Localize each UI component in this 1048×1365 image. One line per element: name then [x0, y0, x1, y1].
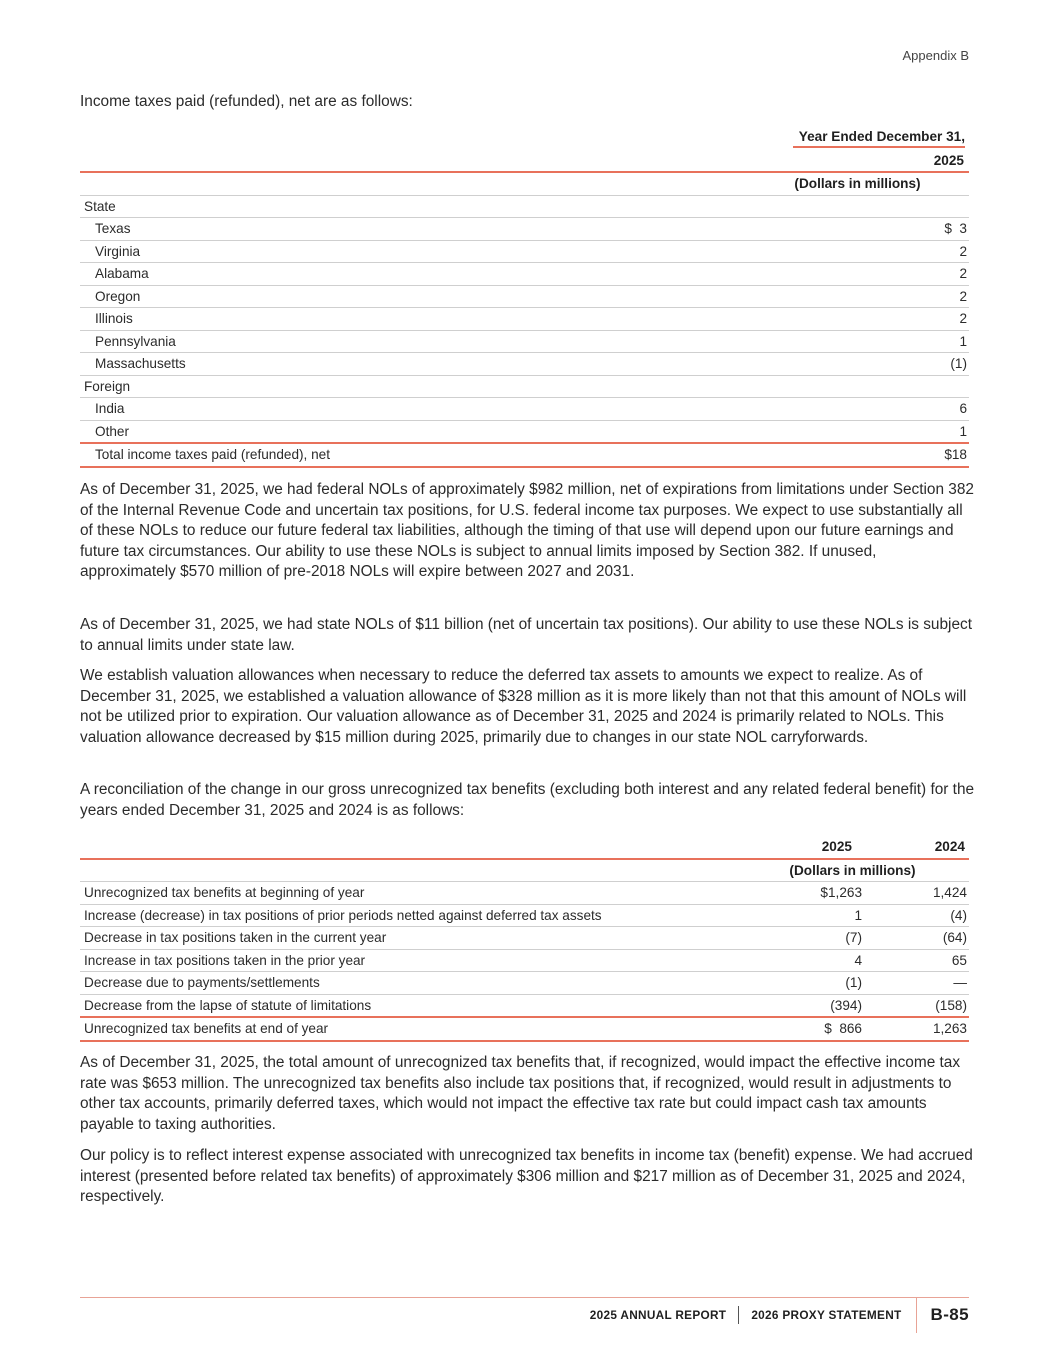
units-label: (Dollars in millions) — [774, 172, 969, 195]
row-label: Decrease due to payments/settlements — [80, 972, 774, 995]
page-number: B-85 — [930, 1305, 969, 1324]
row-label: Decrease in tax positions taken in the current year — [80, 927, 774, 950]
value-2024: (4) — [864, 904, 969, 927]
table-row — [80, 330, 969, 353]
footer-annual-report: 2025 ANNUAL REPORT — [589, 1308, 727, 1322]
row-value: 2 — [774, 240, 969, 263]
row-label: Foreign — [80, 375, 774, 398]
row-value: $ 3 — [774, 218, 969, 241]
page-footer — [590, 1297, 969, 1333]
row-label: Total income taxes paid (refunded), net — [80, 443, 774, 467]
value-2025: 4 — [774, 949, 864, 972]
row-label: Massachusetts — [80, 353, 774, 376]
table-row — [80, 218, 969, 241]
income-taxes-paid-table — [80, 128, 969, 468]
total-row — [80, 443, 969, 467]
state-nol-paragraph: As of December 31, 2025, we had state NOLs of $11 billion (net of uncertain tax positions). Our ability to use these NOLs is subject to annual limits under state law. — [80, 616, 972, 654]
appendix-label: Appendix B — [902, 48, 969, 63]
row-label: Texas — [80, 218, 774, 241]
value-2024: (158) — [864, 994, 969, 1017]
table-header-row — [80, 836, 969, 859]
value-2024: — — [864, 972, 969, 995]
row-label: Increase in tax positions taken in the prior year — [80, 949, 774, 972]
reconciliation-paragraph: A reconciliation of the change in our gross unrecognized tax benefits (excluding both interest and any related federal benefit) for the years ended December 31, 2025 and 2024 is as follows: — [80, 781, 975, 819]
units-row — [80, 172, 969, 195]
table-row — [80, 882, 969, 905]
table-header-row — [80, 128, 969, 150]
value-2025: $1,263 — [774, 882, 864, 905]
row-value: 2 — [774, 285, 969, 308]
table-row — [80, 904, 969, 927]
row-label: Decrease from the lapse of statute of limitations — [80, 994, 774, 1017]
table-row — [80, 949, 969, 972]
group-row — [80, 195, 969, 218]
table-row — [80, 972, 969, 995]
unrecognized-benefits-paragraph: As of December 31, 2025, the total amount of unrecognized tax benefits that, if recognized, would impact the effective income tax rate was $653 million. The unrecognized tax benefits also include tax positions that, if recognized, would result in adjustments to other tax accounts, primarily deferred taxes, which would not impact the effective tax rate but could impact cash tax amounts payable to taxing authorities. — [80, 1054, 961, 1133]
year-header: 2025 — [774, 150, 969, 173]
row-label: Unrecognized tax benefits at beginning of year — [80, 882, 774, 905]
row-label: India — [80, 398, 774, 421]
row-value: 6 — [774, 398, 969, 421]
row-value: 2 — [774, 308, 969, 331]
table-row — [80, 285, 969, 308]
interest-policy-paragraph: Our policy is to reflect interest expense associated with unrecognized tax benefits in income tax (benefit) expense. We had accrued interest (presented before related tax benefits) of approximately $306 million and $217 million as of December 31, 2025 and 2024, respectively. — [80, 1147, 973, 1206]
column-header-2025: 2025 — [774, 836, 864, 859]
federal-nol-paragraph: As of December 31, 2025, we had federal NOLs of approximately $982 million, net of expirations from limitations under Section 382 of the Internal Revenue Code and uncertain tax positions, for U.S. federal income tax purposes. We expect to use substantially all of these NOLs to reduce our future federal tax liabilities, although the timing of that use will depend upon our future earnings and future tax circumstances. Our ability to use these NOLs is subject to annual limits imposed by Section 382. If unused, approximately $570 million of pre-2018 NOLs will expire between 2027 and 2031. — [80, 481, 974, 581]
total-row — [80, 1017, 969, 1041]
table-header-row — [80, 150, 969, 173]
unrecognized-tax-benefits-table — [80, 836, 969, 1042]
value-2025: (7) — [774, 927, 864, 950]
row-label: Virginia — [80, 240, 774, 263]
row-value — [774, 375, 969, 398]
group-row — [80, 375, 969, 398]
row-value: 2 — [774, 263, 969, 286]
table-row — [80, 994, 969, 1017]
row-label: State — [80, 195, 774, 218]
units-row — [80, 859, 969, 882]
row-label: Other — [80, 420, 774, 443]
footer-separator — [916, 1297, 917, 1333]
table-row — [80, 308, 969, 331]
row-label: Pennsylvania — [80, 330, 774, 353]
row-label: Increase (decrease) in tax positions of prior periods netted against deferred tax assets — [80, 904, 774, 927]
year-ended-header: Year Ended December 31, — [793, 129, 965, 148]
value-2024: (64) — [864, 927, 969, 950]
value-2025: 1 — [774, 904, 864, 927]
valuation-allowance-paragraph: We establish valuation allowances when necessary to reduce the deferred tax assets to amounts we expect to realize. As of December 31, 2025, we established a valuation allowance of $328 million as it is more likely than not that this amount of NOLs will not be utilized prior to expiration. Our valuation allowance as of December 31, 2025 and 2024 is primarily related to NOLs. This valuation allowance decreased by $15 million during 2025, primarily due to changes in our state NOL carryforwards. — [80, 667, 967, 746]
units-label: (Dollars in millions) — [774, 859, 969, 882]
value-2025: (394) — [774, 994, 864, 1017]
row-value: 1 — [774, 420, 969, 443]
row-label: Oregon — [80, 285, 774, 308]
value-2024: 65 — [864, 949, 969, 972]
row-label: Alabama — [80, 263, 774, 286]
value-2024: 1,424 — [864, 882, 969, 905]
table-row — [80, 420, 969, 443]
row-value: $18 — [774, 443, 969, 467]
table-row — [80, 398, 969, 421]
row-value — [774, 195, 969, 218]
table-row — [80, 353, 969, 376]
table-row — [80, 927, 969, 950]
row-value: (1) — [774, 353, 969, 376]
row-label: Illinois — [80, 308, 774, 331]
intro-text: Income taxes paid (refunded), net are as follows: — [80, 93, 413, 110]
row-value: 1 — [774, 330, 969, 353]
footer-proxy-statement: 2026 PROXY STATEMENT — [751, 1308, 902, 1322]
row-label: Unrecognized tax benefits at end of year — [80, 1017, 774, 1041]
value-2025: (1) — [774, 972, 864, 995]
value-2024: 1,263 — [864, 1017, 969, 1041]
footer-separator — [738, 1306, 739, 1324]
value-2025: $ 866 — [774, 1017, 864, 1041]
table-row — [80, 240, 969, 263]
column-header-2024: 2024 — [864, 836, 969, 859]
table-row — [80, 263, 969, 286]
